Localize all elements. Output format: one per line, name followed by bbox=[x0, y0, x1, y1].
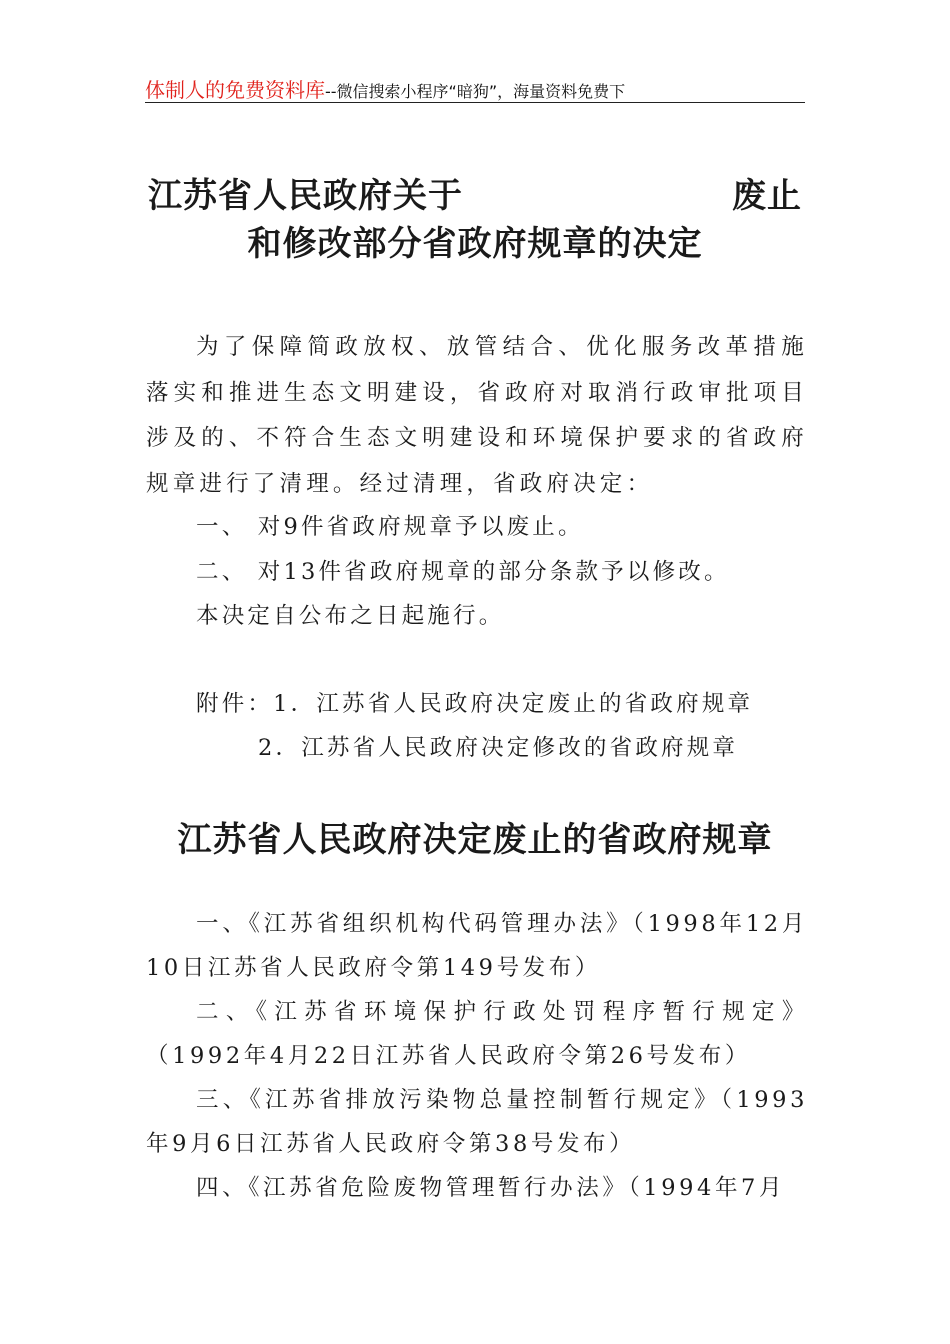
title-line1-right: 废止 bbox=[732, 176, 802, 216]
title-line1-left: 江苏省人民政府关于 bbox=[148, 176, 463, 216]
document-title-line1 bbox=[148, 168, 808, 218]
attachment-item: 2．江苏省人民政府决定修改的省政府规章 bbox=[258, 735, 739, 761]
repealed-rule-item: 四、《江苏省危险废物管理暂行办法》（1994年7月 bbox=[196, 1175, 786, 1201]
decision-item: 一、 对9件省政府规章予以废止。 bbox=[196, 514, 584, 540]
document-title-line2: 和修改部分省政府规章的决定 bbox=[247, 224, 703, 264]
effective-statement: 本决定自公布之日起施行。 bbox=[196, 603, 505, 629]
repealed-rule-item: 一、《江苏省组织机构代码管理办法》（1998年12月10日江苏省人民政府令第149号发布） bbox=[146, 911, 808, 981]
page-header bbox=[145, 74, 805, 103]
intro-paragraph: 为了保障简政放权、放管结合、优化服务改革措施落实和推进生态文明建设，省政府对取消行政审批项目涉及的、不符合生态文明建设和环境保护要求的省政府规章进行了清理。经过清理，省政府决定： bbox=[146, 334, 808, 497]
attachment-label: 附件： bbox=[196, 691, 274, 717]
section-title: 江苏省人民政府决定废止的省政府规章 bbox=[177, 820, 773, 860]
repealed-rule-item: 二、《江苏省环境保护行政处罚程序暂行规定》（1992年4月22日江苏省人民政府令第26号发布） bbox=[146, 999, 808, 1069]
repealed-rule-item: 三、《江苏省排放污染物总量控制暂行规定》（1993年9月6日江苏省人民政府令第38号发布） bbox=[146, 1087, 808, 1157]
attachment-item: 1．江苏省人民政府决定废止的省政府规章 bbox=[273, 691, 754, 717]
attachment-line-1 bbox=[196, 686, 753, 718]
header-tagline: --微信搜索小程序“暗狗”，海量资料免费下 bbox=[325, 82, 626, 101]
decision-item: 二、 对13件省政府规章的部分条款予以修改。 bbox=[196, 559, 730, 585]
header-brand: 体制人的免费资料库 bbox=[145, 78, 325, 102]
